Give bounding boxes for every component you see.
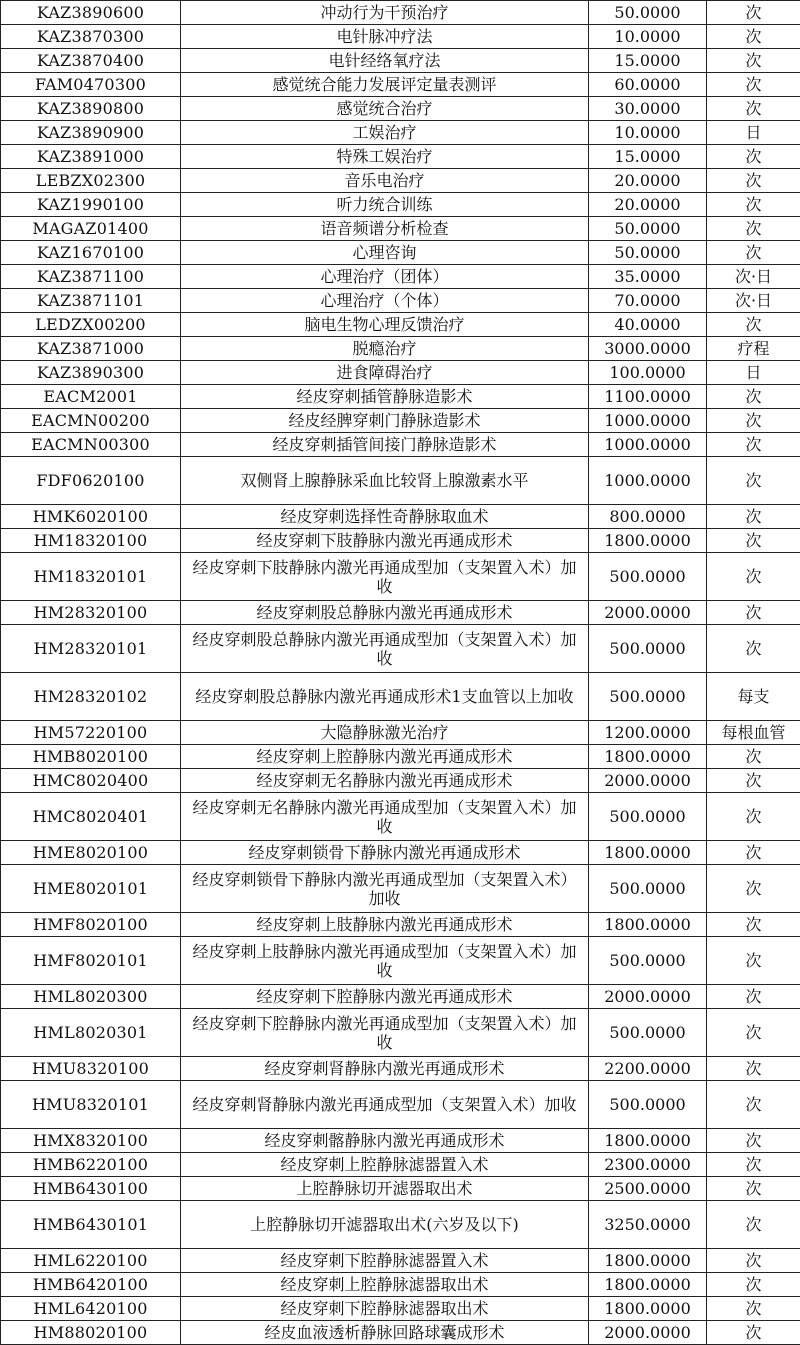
price-cell: 2000.0000 <box>589 1321 707 1345</box>
unit-cell: 次 <box>707 745 800 769</box>
table-row <box>1 217 800 241</box>
table-row <box>1 385 800 409</box>
name-cell: 进食障碍治疗 <box>181 361 589 385</box>
unit-cell: 次 <box>707 169 800 193</box>
unit-cell: 日 <box>707 121 800 145</box>
name-cell: 经皮穿刺股总静脉内激光再通成形术1支血管以上加收 <box>181 673 589 721</box>
price-cell: 10.0000 <box>589 25 707 49</box>
table-row <box>1 793 800 841</box>
table-row <box>1 97 800 121</box>
unit-cell: 次 <box>707 1297 800 1321</box>
table-row <box>1 1057 800 1081</box>
table-row <box>1 241 800 265</box>
unit-cell: 次 <box>707 49 800 73</box>
code-cell: HMU8320100 <box>1 1057 181 1081</box>
name-cell: 经皮穿刺下腔静脉滤器取出术 <box>181 1297 589 1321</box>
table-row <box>1 169 800 193</box>
table-row <box>1 769 800 793</box>
table-row <box>1 625 800 673</box>
price-cell: 70.0000 <box>589 289 707 313</box>
price-cell: 500.0000 <box>589 793 707 841</box>
code-cell: KAZ3871100 <box>1 265 181 289</box>
table-row <box>1 1081 800 1129</box>
unit-cell: 次 <box>707 1177 800 1201</box>
code-cell: HM18320100 <box>1 529 181 553</box>
price-cell: 35.0000 <box>589 265 707 289</box>
name-cell: 经皮穿刺股总静脉内激光再通成形术 <box>181 601 589 625</box>
table-row <box>1 121 800 145</box>
name-cell: 经皮穿刺上肢静脉内激光再通成型加（支架置入术）加收 <box>181 937 589 985</box>
price-cell: 3000.0000 <box>589 337 707 361</box>
table-row <box>1 145 800 169</box>
name-cell: 经皮穿刺下腔静脉滤器置入术 <box>181 1249 589 1273</box>
price-cell: 1100.0000 <box>589 385 707 409</box>
price-cell: 500.0000 <box>589 937 707 985</box>
code-cell: KAZ1990100 <box>1 193 181 217</box>
table-row <box>1 25 800 49</box>
unit-cell: 次 <box>707 145 800 169</box>
table-row <box>1 457 800 505</box>
unit-cell: 次 <box>707 793 800 841</box>
name-cell: 脑电生物心理反馈治疗 <box>181 313 589 337</box>
table-row <box>1 265 800 289</box>
code-cell: HMB6430101 <box>1 1201 181 1249</box>
unit-cell: 次 <box>707 1201 800 1249</box>
name-cell: 经皮穿刺上腔静脉内激光再通成形术 <box>181 745 589 769</box>
unit-cell: 次 <box>707 841 800 865</box>
name-cell: 感觉统合能力发展评定量表测评 <box>181 73 589 97</box>
table-row <box>1 289 800 313</box>
table-row <box>1 1 800 25</box>
unit-cell: 次 <box>707 433 800 457</box>
unit-cell: 日 <box>707 361 800 385</box>
code-cell: HMB8020100 <box>1 745 181 769</box>
unit-cell: 次 <box>707 769 800 793</box>
table-row <box>1 73 800 97</box>
price-table-body <box>1 1 800 1345</box>
unit-cell: 次 <box>707 193 800 217</box>
unit-cell: 每支 <box>707 673 800 721</box>
unit-cell: 次 <box>707 1057 800 1081</box>
name-cell: 经皮穿刺下腔静脉内激光再通成形术 <box>181 985 589 1009</box>
unit-cell: 次 <box>707 1273 800 1297</box>
code-cell: HM28320101 <box>1 625 181 673</box>
unit-cell: 次 <box>707 1249 800 1273</box>
name-cell: 经皮穿刺上腔静脉滤器置入术 <box>181 1153 589 1177</box>
table-row <box>1 433 800 457</box>
code-cell: HMF8020101 <box>1 937 181 985</box>
unit-cell: 次 <box>707 529 800 553</box>
code-cell: HMF8020100 <box>1 913 181 937</box>
price-cell: 2500.0000 <box>589 1177 707 1201</box>
code-cell: KAZ3871101 <box>1 289 181 313</box>
price-cell: 1800.0000 <box>589 1273 707 1297</box>
code-cell: HML6420100 <box>1 1297 181 1321</box>
price-cell: 1800.0000 <box>589 745 707 769</box>
code-cell: KAZ3890300 <box>1 361 181 385</box>
price-cell: 500.0000 <box>589 1009 707 1057</box>
name-cell: 经皮穿刺下腔静脉内激光再通成型加（支架置入术）加收 <box>181 1009 589 1057</box>
price-cell: 50.0000 <box>589 1 707 25</box>
code-cell: HMC8020401 <box>1 793 181 841</box>
name-cell: 双侧肾上腺静脉采血比较肾上腺激素水平 <box>181 457 589 505</box>
price-cell: 1000.0000 <box>589 457 707 505</box>
price-cell: 3250.0000 <box>589 1201 707 1249</box>
price-cell: 2300.0000 <box>589 1153 707 1177</box>
table-row <box>1 529 800 553</box>
name-cell: 电针经络氧疗法 <box>181 49 589 73</box>
unit-cell: 次 <box>707 217 800 241</box>
table-row <box>1 1129 800 1153</box>
unit-cell: 次 <box>707 385 800 409</box>
unit-cell: 次 <box>707 505 800 529</box>
unit-cell: 疗程 <box>707 337 800 361</box>
table-row <box>1 313 800 337</box>
code-cell: EACMN00200 <box>1 409 181 433</box>
code-cell: HM28320102 <box>1 673 181 721</box>
unit-cell: 次 <box>707 1 800 25</box>
name-cell: 上腔静脉切开滤器取出术(六岁及以下) <box>181 1201 589 1249</box>
name-cell: 经皮穿刺上腔静脉滤器取出术 <box>181 1273 589 1297</box>
name-cell: 经皮穿刺插管间接门静脉造影术 <box>181 433 589 457</box>
code-cell: HME8020101 <box>1 865 181 913</box>
price-cell: 500.0000 <box>589 865 707 913</box>
price-cell: 20.0000 <box>589 169 707 193</box>
price-cell: 1800.0000 <box>589 913 707 937</box>
code-cell: KAZ3870400 <box>1 49 181 73</box>
price-cell: 1000.0000 <box>589 409 707 433</box>
unit-cell: 次 <box>707 1129 800 1153</box>
name-cell: 工娱治疗 <box>181 121 589 145</box>
code-cell: LEDZX00200 <box>1 313 181 337</box>
price-cell: 2000.0000 <box>589 601 707 625</box>
name-cell: 听力统合训练 <box>181 193 589 217</box>
price-cell: 20.0000 <box>589 193 707 217</box>
price-cell: 500.0000 <box>589 1081 707 1129</box>
unit-cell: 次 <box>707 553 800 601</box>
name-cell: 大隐静脉激光治疗 <box>181 721 589 745</box>
code-cell: HMC8020400 <box>1 769 181 793</box>
name-cell: 经皮穿刺股总静脉内激光再通成型加（支架置入术）加收 <box>181 625 589 673</box>
table-row <box>1 1153 800 1177</box>
table-row <box>1 1009 800 1057</box>
name-cell: 经皮穿刺锁骨下静脉内激光再通成形术 <box>181 841 589 865</box>
unit-cell: 次 <box>707 937 800 985</box>
code-cell: HMB6220100 <box>1 1153 181 1177</box>
name-cell: 经皮穿刺下肢静脉内激光再通成型加（支架置入术）加收 <box>181 553 589 601</box>
unit-cell: 次 <box>707 1081 800 1129</box>
price-cell: 1800.0000 <box>589 1249 707 1273</box>
unit-cell: 次 <box>707 313 800 337</box>
name-cell: 心理咨询 <box>181 241 589 265</box>
price-cell: 1800.0000 <box>589 1297 707 1321</box>
price-cell: 50.0000 <box>589 217 707 241</box>
table-row <box>1 193 800 217</box>
code-cell: HMU8320101 <box>1 1081 181 1129</box>
code-cell: HM88020100 <box>1 1321 181 1345</box>
unit-cell: 次 <box>707 457 800 505</box>
name-cell: 电针脉冲疗法 <box>181 25 589 49</box>
price-cell: 1800.0000 <box>589 841 707 865</box>
unit-cell: 次 <box>707 1009 800 1057</box>
table-row <box>1 721 800 745</box>
name-cell: 经皮穿刺选择性奇静脉取血术 <box>181 505 589 529</box>
code-cell: HM18320101 <box>1 553 181 601</box>
name-cell: 经皮穿刺肾静脉内激光再通成形术 <box>181 1057 589 1081</box>
price-cell: 2000.0000 <box>589 985 707 1009</box>
unit-cell: 次 <box>707 601 800 625</box>
code-cell: HML8020300 <box>1 985 181 1009</box>
name-cell: 脱瘾治疗 <box>181 337 589 361</box>
table-row <box>1 505 800 529</box>
name-cell: 音乐电治疗 <box>181 169 589 193</box>
code-cell: KAZ3890600 <box>1 1 181 25</box>
name-cell: 语音频谱分析检查 <box>181 217 589 241</box>
name-cell: 经皮穿刺插管静脉造影术 <box>181 385 589 409</box>
unit-cell: 次 <box>707 913 800 937</box>
table-row <box>1 361 800 385</box>
price-cell: 500.0000 <box>589 673 707 721</box>
code-cell: KAZ3871000 <box>1 337 181 361</box>
unit-cell: 次 <box>707 73 800 97</box>
unit-cell: 每根血管 <box>707 721 800 745</box>
unit-cell: 次 <box>707 241 800 265</box>
code-cell: HMK6020100 <box>1 505 181 529</box>
table-row <box>1 1249 800 1273</box>
price-cell: 500.0000 <box>589 625 707 673</box>
price-cell: 500.0000 <box>589 553 707 601</box>
price-cell: 1800.0000 <box>589 529 707 553</box>
code-cell: HM57220100 <box>1 721 181 745</box>
unit-cell: 次 <box>707 865 800 913</box>
name-cell: 心理治疗（团体） <box>181 265 589 289</box>
name-cell: 经皮穿刺下肢静脉内激光再通成形术 <box>181 529 589 553</box>
table-row <box>1 1201 800 1249</box>
price-cell: 10.0000 <box>589 121 707 145</box>
name-cell: 上腔静脉切开滤器取出术 <box>181 1177 589 1201</box>
unit-cell: 次 <box>707 625 800 673</box>
name-cell: 经皮穿刺无名静脉内激光再通成形术 <box>181 769 589 793</box>
code-cell: MAGAZ01400 <box>1 217 181 241</box>
code-cell: EACMN00300 <box>1 433 181 457</box>
unit-cell: 次 <box>707 1321 800 1345</box>
table-row <box>1 913 800 937</box>
price-cell: 15.0000 <box>589 145 707 169</box>
table-row <box>1 49 800 73</box>
name-cell: 经皮穿刺无名静脉内激光再通成型加（支架置入术）加收 <box>181 793 589 841</box>
name-cell: 经皮穿刺肾静脉内激光再通成型加（支架置入术）加收 <box>181 1081 589 1129</box>
price-cell: 1800.0000 <box>589 1129 707 1153</box>
table-row <box>1 985 800 1009</box>
table-row <box>1 841 800 865</box>
name-cell: 经皮穿刺髂静脉内激光再通成形术 <box>181 1129 589 1153</box>
code-cell: KAZ3891000 <box>1 145 181 169</box>
price-cell: 30.0000 <box>589 97 707 121</box>
name-cell: 经皮穿刺上肢静脉内激光再通成形术 <box>181 913 589 937</box>
name-cell: 心理治疗（个体） <box>181 289 589 313</box>
name-cell: 经皮穿刺锁骨下静脉内激光再通成型加（支架置入术）加收 <box>181 865 589 913</box>
code-cell: HMB6430100 <box>1 1177 181 1201</box>
price-cell: 2200.0000 <box>589 1057 707 1081</box>
table-row <box>1 1321 800 1345</box>
name-cell: 感觉统合治疗 <box>181 97 589 121</box>
code-cell: HML6220100 <box>1 1249 181 1273</box>
name-cell: 经皮血液透析静脉回路球囊成形术 <box>181 1321 589 1345</box>
price-cell: 2000.0000 <box>589 769 707 793</box>
unit-cell: 次·日 <box>707 289 800 313</box>
table-row <box>1 1177 800 1201</box>
code-cell: EACM2001 <box>1 385 181 409</box>
code-cell: HME8020100 <box>1 841 181 865</box>
code-cell: HML8020301 <box>1 1009 181 1057</box>
code-cell: KAZ3890900 <box>1 121 181 145</box>
price-cell: 50.0000 <box>589 241 707 265</box>
table-row <box>1 865 800 913</box>
table-row <box>1 553 800 601</box>
table-row <box>1 673 800 721</box>
code-cell: KAZ3890800 <box>1 97 181 121</box>
unit-cell: 次 <box>707 985 800 1009</box>
unit-cell: 次 <box>707 409 800 433</box>
unit-cell: 次 <box>707 25 800 49</box>
code-cell: HMB6420100 <box>1 1273 181 1297</box>
name-cell: 特殊工娱治疗 <box>181 145 589 169</box>
code-cell: LEBZX02300 <box>1 169 181 193</box>
code-cell: HMX8320100 <box>1 1129 181 1153</box>
price-cell: 40.0000 <box>589 313 707 337</box>
code-cell: FAM0470300 <box>1 73 181 97</box>
price-cell: 100.0000 <box>589 361 707 385</box>
unit-cell: 次 <box>707 1153 800 1177</box>
code-cell: KAZ3870300 <box>1 25 181 49</box>
table-row <box>1 409 800 433</box>
table-row <box>1 937 800 985</box>
name-cell: 经皮经脾穿刺门静脉造影术 <box>181 409 589 433</box>
table-row <box>1 745 800 769</box>
price-cell: 800.0000 <box>589 505 707 529</box>
table-row <box>1 1273 800 1297</box>
price-cell: 60.0000 <box>589 73 707 97</box>
table-row <box>1 601 800 625</box>
price-cell: 1000.0000 <box>589 433 707 457</box>
price-cell: 15.0000 <box>589 49 707 73</box>
unit-cell: 次·日 <box>707 265 800 289</box>
code-cell: KAZ1670100 <box>1 241 181 265</box>
table-row <box>1 1297 800 1321</box>
code-cell: FDF0620100 <box>1 457 181 505</box>
unit-cell: 次 <box>707 97 800 121</box>
name-cell: 冲动行为干预治疗 <box>181 1 589 25</box>
price-cell: 1200.0000 <box>589 721 707 745</box>
table-row <box>1 337 800 361</box>
code-cell: HM28320100 <box>1 601 181 625</box>
